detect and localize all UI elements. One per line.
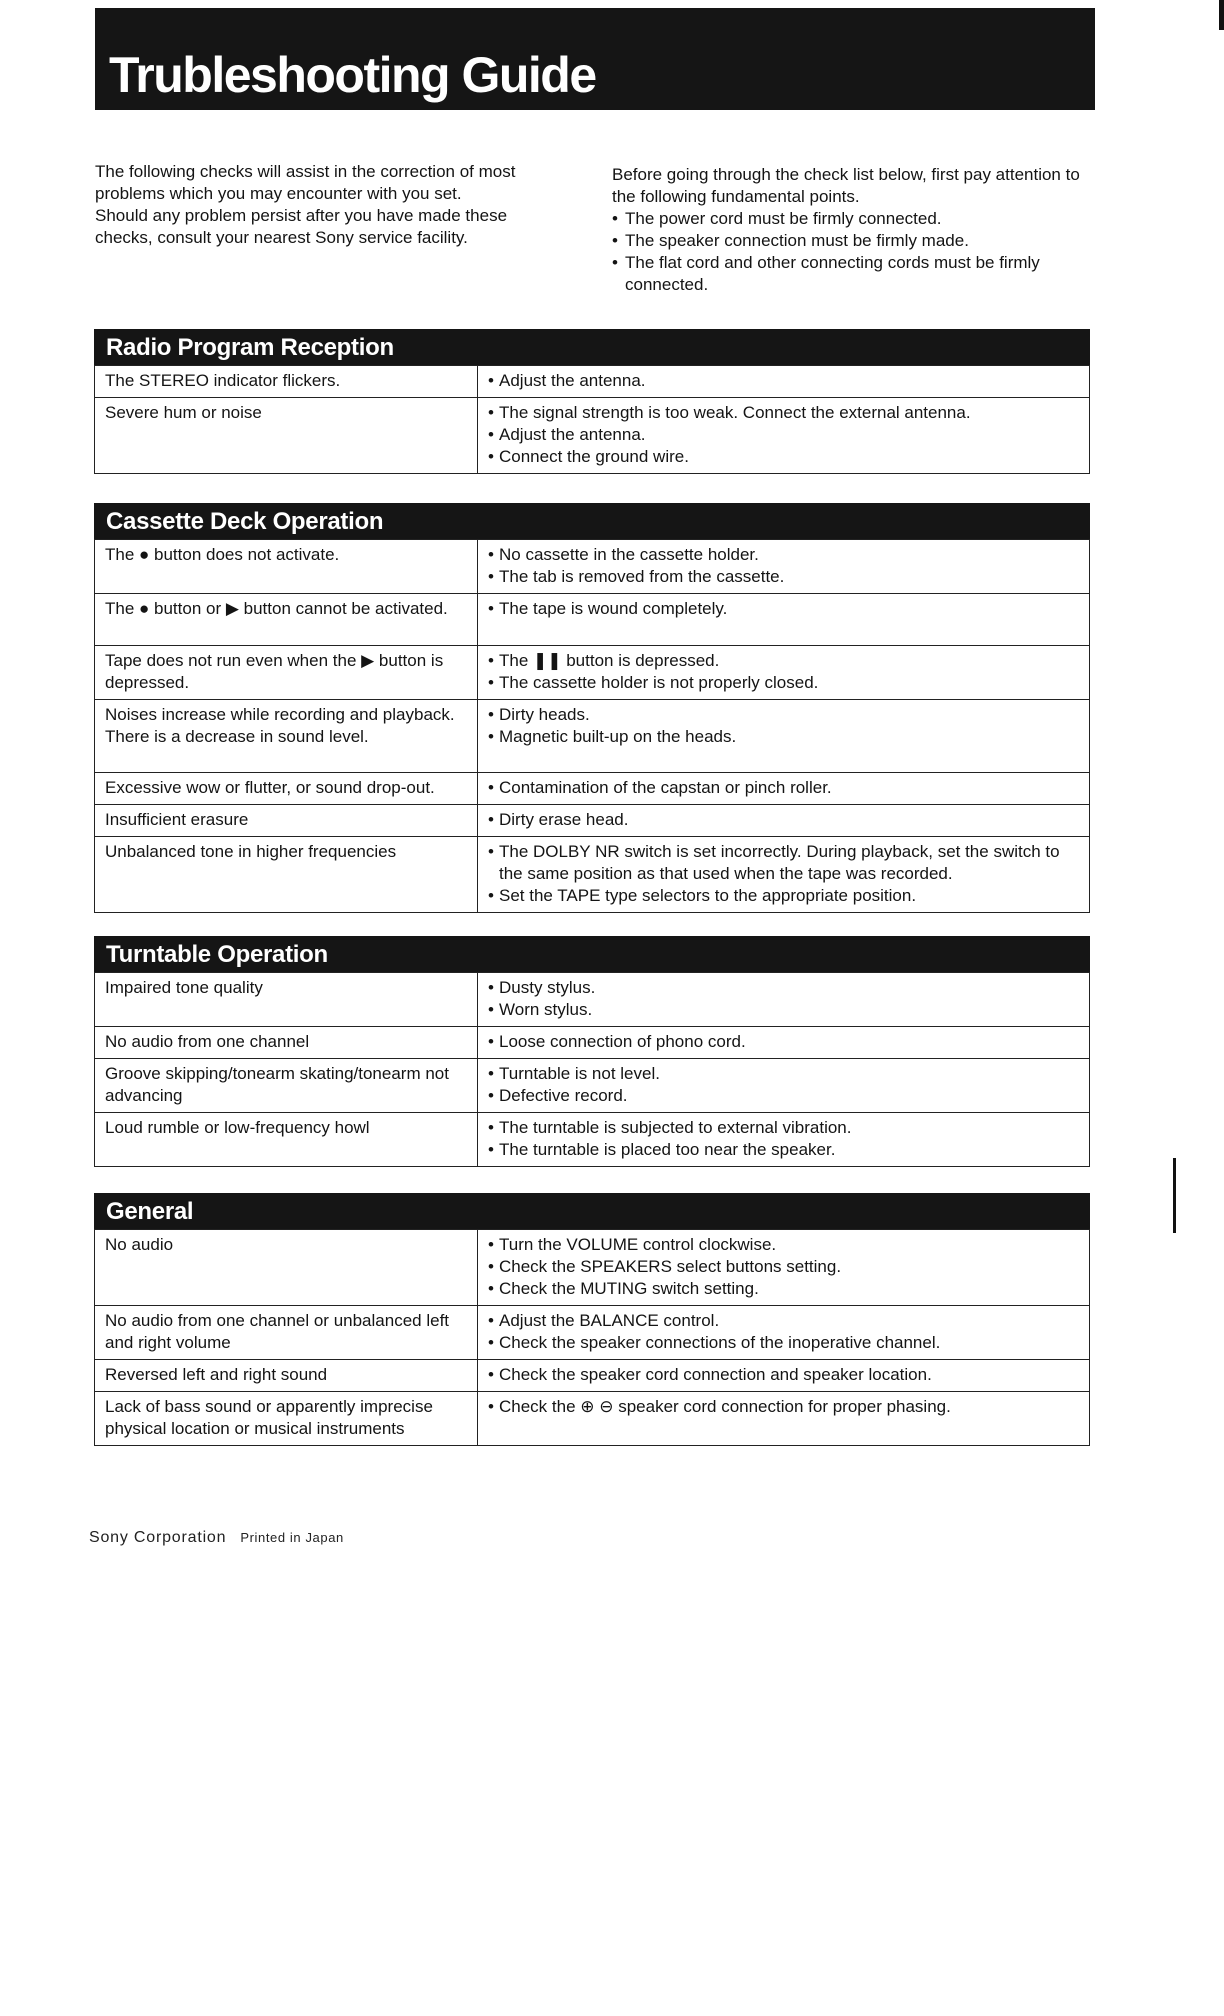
section-heading: Cassette Deck Operation <box>94 503 1090 539</box>
problem-cell: Lack of bass sound or apparently imprecise physical location or musical instruments <box>95 1392 478 1446</box>
remedy-item: • No cassette in the cassette holder. <box>488 544 1079 566</box>
printed-note: Printed in Japan <box>240 1530 344 1545</box>
remedy-item: • Loose connection of phono cord. <box>488 1031 1079 1053</box>
remedy-cell <box>478 1113 1090 1167</box>
table-row <box>95 540 1090 594</box>
remedy-item: • Adjust the BALANCE control. <box>488 1310 1079 1332</box>
table-row <box>95 837 1090 913</box>
problem-cell: Noises increase while recording and playback. There is a decrease in sound level. <box>95 700 478 773</box>
intro-paragraph: Should any problem persist after you have made these checks, consult your nearest Sony service facility. <box>95 206 508 247</box>
edge-mark <box>1219 0 1224 30</box>
section-heading: Radio Program Reception <box>94 329 1090 365</box>
problem-cell: The ● button or ▶ button cannot be activated. <box>95 594 478 646</box>
remedy-cell <box>478 773 1090 805</box>
remedy-item: • Check the MUTING switch setting. <box>488 1278 1079 1300</box>
intro-left <box>95 161 565 249</box>
remedy-item: • Set the TAPE type selectors to the appropriate position. <box>488 885 1079 907</box>
section-radio-program-reception <box>94 329 1090 474</box>
table-row <box>95 700 1090 773</box>
remedy-item: • Dirty erase head. <box>488 809 1079 831</box>
margin-rule <box>1173 1158 1176 1233</box>
remedy-item: • The cassette holder is not properly closed. <box>488 672 1079 694</box>
remedy-cell <box>478 973 1090 1027</box>
remedy-item: • Check the ⊕ ⊖ speaker cord connection for proper phasing. <box>488 1396 1079 1418</box>
remedy-item: • The tab is removed from the cassette. <box>488 566 1079 588</box>
remedy-item: • Worn stylus. <box>488 999 1079 1021</box>
remedy-item: • Turn the VOLUME control clockwise. <box>488 1234 1079 1256</box>
remedy-cell <box>478 837 1090 913</box>
intro-right <box>612 164 1102 296</box>
remedy-item: • Defective record. <box>488 1085 1079 1107</box>
section-heading: General <box>94 1193 1090 1229</box>
table-row <box>95 973 1090 1027</box>
remedy-cell <box>478 646 1090 700</box>
table-row <box>95 1360 1090 1392</box>
problem-cell: The STEREO indicator flickers. <box>95 366 478 398</box>
remedy-item: • Turntable is not level. <box>488 1063 1079 1085</box>
problem-cell: No audio from one channel <box>95 1027 478 1059</box>
remedy-cell <box>478 1392 1090 1446</box>
remedy-cell <box>478 1027 1090 1059</box>
remedy-item: • The ❚❚ button is depressed. <box>488 650 1079 672</box>
remedy-cell <box>478 700 1090 773</box>
table-row <box>95 366 1090 398</box>
remedy-item: • Dirty heads. <box>488 704 1079 726</box>
footer <box>89 1529 344 1547</box>
table-row <box>95 646 1090 700</box>
fundamental-point: • The speaker connection must be firmly made. <box>612 230 1102 252</box>
intro-lead: Before going through the check list below, first pay attention to the following fundamental points. <box>612 165 1080 206</box>
remedy-item: • Check the SPEAKERS select buttons setting. <box>488 1256 1079 1278</box>
section-heading: Turntable Operation <box>94 936 1090 972</box>
remedy-cell <box>478 594 1090 646</box>
page-title: Trubleshooting Guide <box>109 47 596 103</box>
table-row <box>95 773 1090 805</box>
troubleshooting-table <box>94 539 1090 913</box>
troubleshooting-table <box>94 365 1090 474</box>
section-cassette-deck-operation <box>94 503 1090 913</box>
remedy-item: • The signal strength is too weak. Connect the external antenna. <box>488 402 1079 424</box>
table-row <box>95 398 1090 474</box>
remedy-item: • Contamination of the capstan or pinch roller. <box>488 777 1079 799</box>
problem-cell: Groove skipping/tonearm skating/tonearm not advancing <box>95 1059 478 1113</box>
problem-cell: Excessive wow or flutter, or sound drop-out. <box>95 773 478 805</box>
title-banner <box>95 8 1095 110</box>
problem-cell: Insufficient erasure <box>95 805 478 837</box>
remedy-item: • Check the speaker connections of the inoperative channel. <box>488 1332 1079 1354</box>
intro-paragraph: The following checks will assist in the correction of most problems which you may encounter with you set. <box>95 162 516 203</box>
table-row <box>95 1113 1090 1167</box>
remedy-cell <box>478 1360 1090 1392</box>
remedy-item: • The turntable is subjected to external vibration. <box>488 1117 1079 1139</box>
problem-cell: Reversed left and right sound <box>95 1360 478 1392</box>
problem-cell: Severe hum or noise <box>95 398 478 474</box>
table-row <box>95 1392 1090 1446</box>
remedy-item: • The turntable is placed too near the speaker. <box>488 1139 1079 1161</box>
fundamental-point: • The flat cord and other connecting cords must be firmly connected. <box>612 252 1102 296</box>
section-turntable-operation <box>94 936 1090 1167</box>
troubleshooting-table <box>94 1229 1090 1446</box>
remedy-item: • Adjust the antenna. <box>488 424 1079 446</box>
table-row <box>95 594 1090 646</box>
problem-cell: Loud rumble or low-frequency howl <box>95 1113 478 1167</box>
remedy-item: • Check the speaker cord connection and speaker location. <box>488 1364 1079 1386</box>
table-row <box>95 1059 1090 1113</box>
problem-cell: No audio <box>95 1230 478 1306</box>
remedy-cell <box>478 805 1090 837</box>
table-row <box>95 1027 1090 1059</box>
remedy-item: • Adjust the antenna. <box>488 370 1079 392</box>
troubleshooting-table <box>94 972 1090 1167</box>
remedy-cell <box>478 398 1090 474</box>
remedy-cell <box>478 1059 1090 1113</box>
remedy-cell <box>478 366 1090 398</box>
company-name: Sony Corporation <box>89 1529 227 1546</box>
problem-cell: No audio from one channel or unbalanced left and right volume <box>95 1306 478 1360</box>
problem-cell: Tape does not run even when the ▶ button is depressed. <box>95 646 478 700</box>
problem-cell: Impaired tone quality <box>95 973 478 1027</box>
remedy-item: • Connect the ground wire. <box>488 446 1079 468</box>
remedy-item: • Dusty stylus. <box>488 977 1079 999</box>
remedy-cell <box>478 1306 1090 1360</box>
remedy-item: • The DOLBY NR switch is set incorrectly. During playback, set the switch to the same position as that used when the tape was recorded. <box>488 841 1079 885</box>
fundamental-point: • The power cord must be firmly connected. <box>612 208 1102 230</box>
table-row <box>95 805 1090 837</box>
remedy-item: • The tape is wound completely. <box>488 598 1079 620</box>
problem-cell: Unbalanced tone in higher frequencies <box>95 837 478 913</box>
remedy-cell <box>478 540 1090 594</box>
table-row <box>95 1306 1090 1360</box>
section-general <box>94 1193 1090 1446</box>
remedy-item: • Magnetic built-up on the heads. <box>488 726 1079 748</box>
problem-cell: The ● button does not activate. <box>95 540 478 594</box>
table-row <box>95 1230 1090 1306</box>
fundamental-points <box>612 208 1102 296</box>
remedy-cell <box>478 1230 1090 1306</box>
